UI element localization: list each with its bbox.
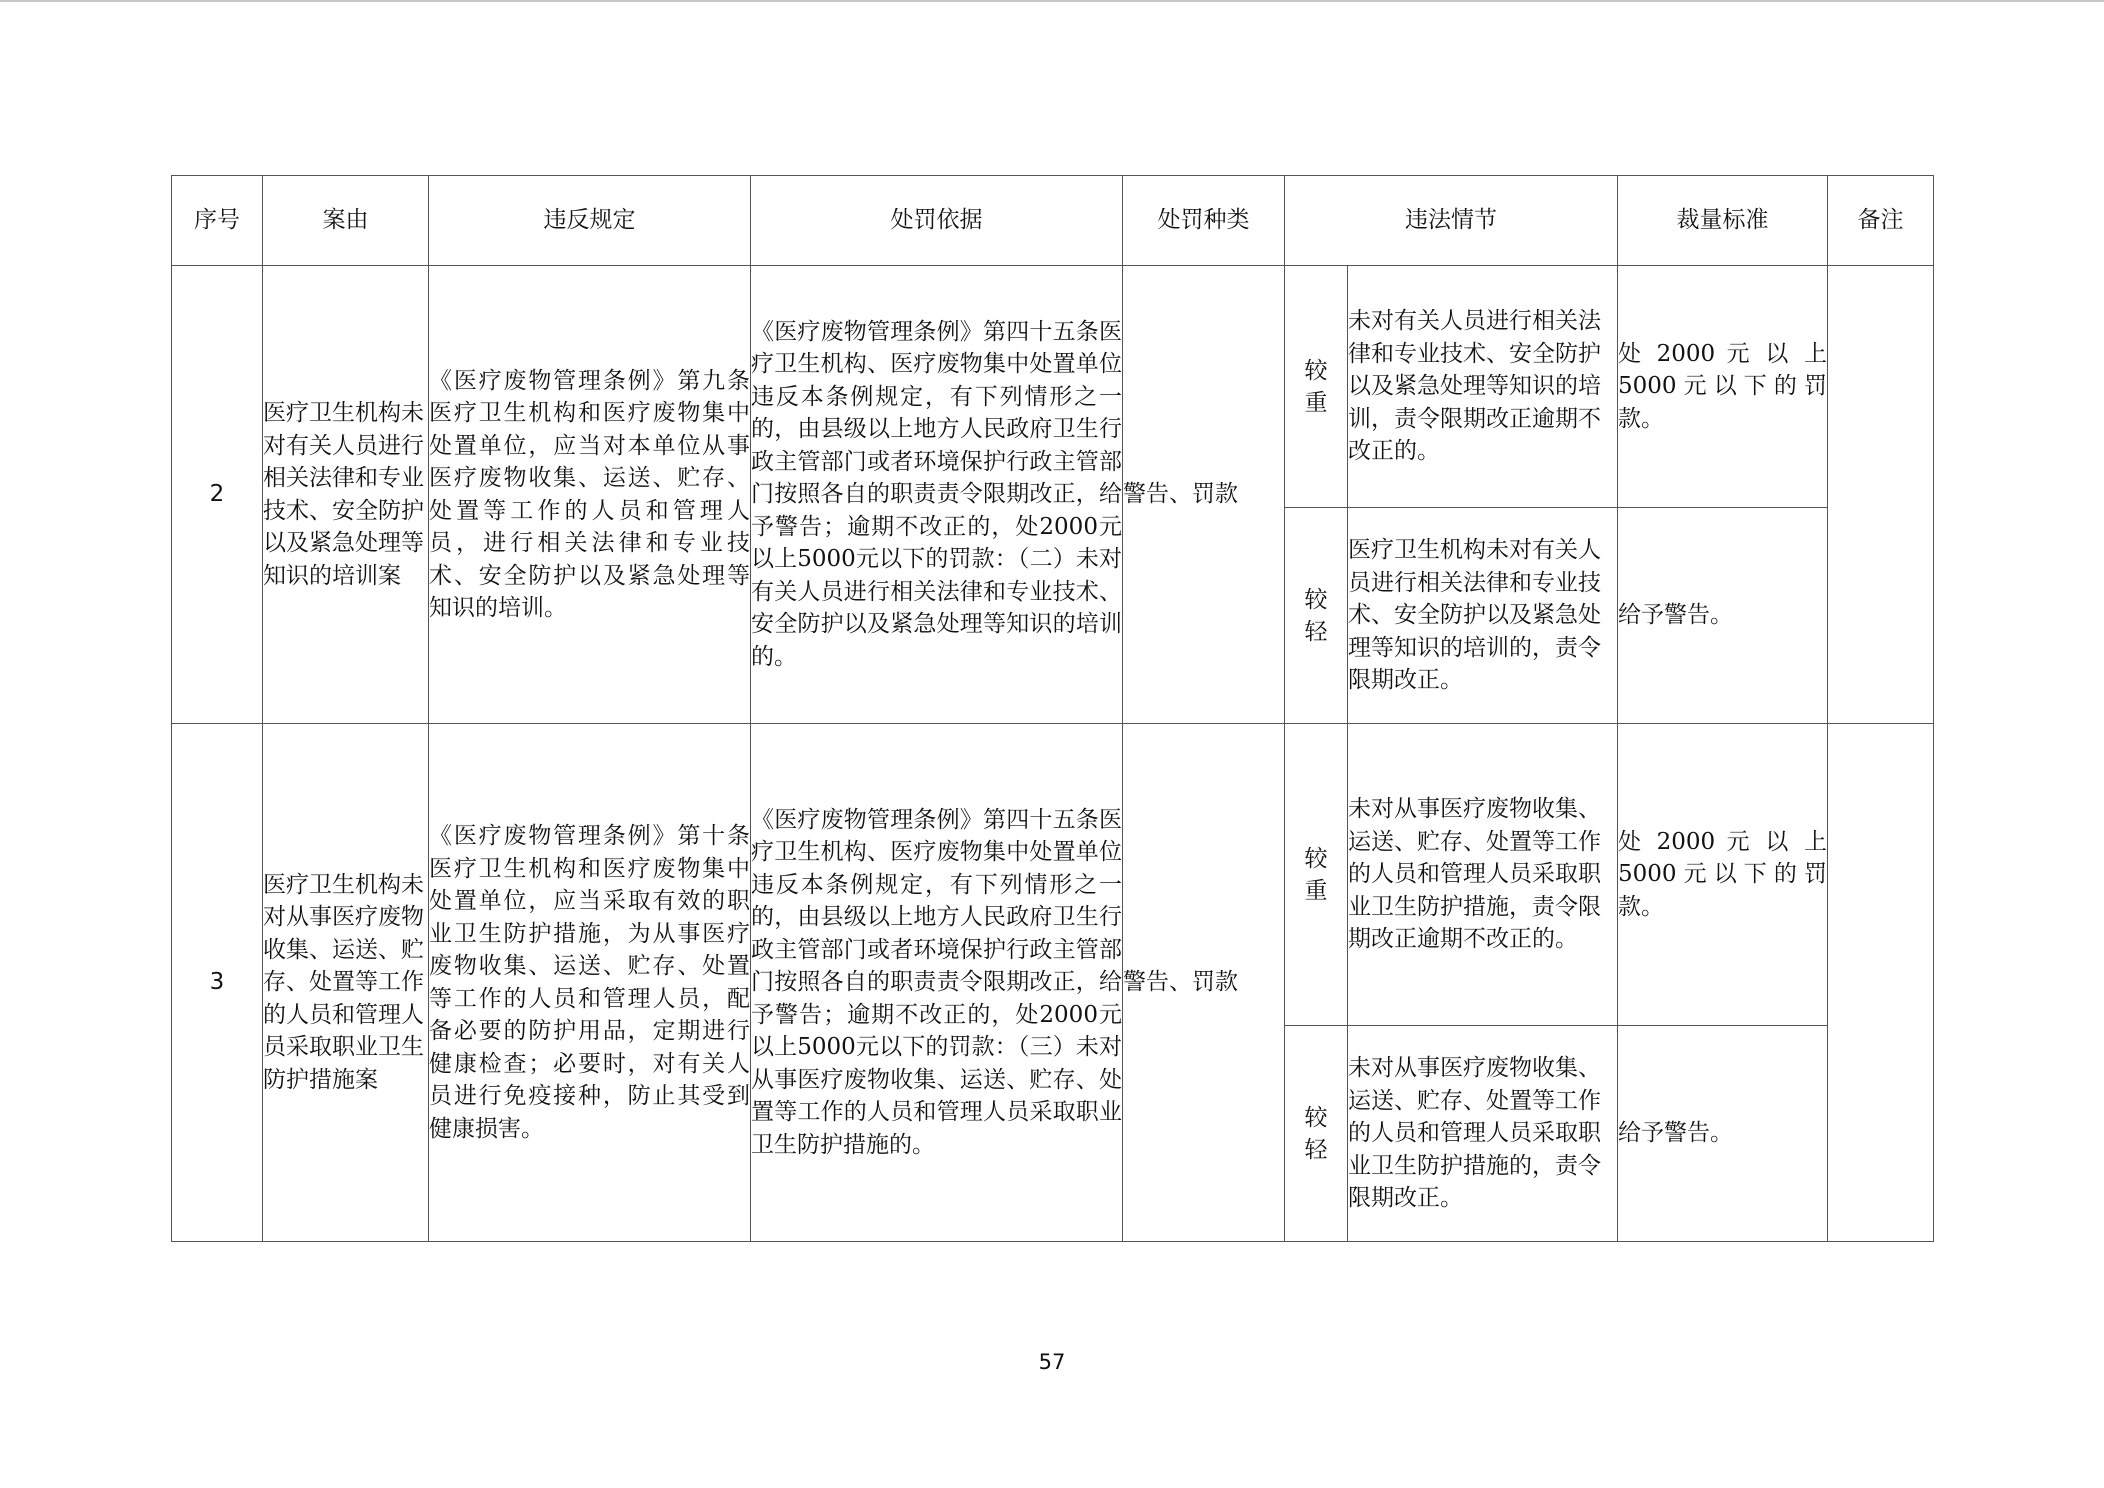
header-row <box>172 176 1934 266</box>
row-basis: 《医疗废物管理条例》第四十五条医疗卫生机构、医疗废物集中处置单位违反本条例规定，有下列情形之一的，由县级以上地方人民政府卫生行政主管部门或者环境保护行政主管部门按照各自的职责责令限期改正，给予警告；逾期不改正的，处2000元以上5000元以下的罚款：（二）未对有关人员进行相关法律和专业技术、安全防护以及紧急处理等知识的培训的。 <box>751 266 1123 724</box>
row-detail-light: 医疗卫生机构未对有关人员进行相关法律和专业技术、安全防护以及紧急处理等知识的培训的，责令限期改正。 <box>1348 508 1618 724</box>
header-standard: 裁量标准 <box>1618 176 1828 266</box>
row-standard-severe: 处 2000 元 以 上 5000元以下的罚款。 <box>1618 266 1828 508</box>
row-standard-light: 给予警告。 <box>1618 1026 1828 1242</box>
top-border-line <box>0 0 2104 2</box>
row-seq: 3 <box>172 724 263 1242</box>
row-rule: 《医疗废物管理条例》第九条医疗卫生机构和医疗废物集中处置单位，应当对本单位从事医疗废物收集、运送、贮存、处置等工作的人员和管理人员，进行相关法律和专业技术、安全防护以及紧急处理等知识的培训。 <box>429 266 751 724</box>
penalty-discretion-table <box>171 175 1934 1242</box>
header-case: 案由 <box>263 176 429 266</box>
row-note <box>1828 724 1934 1242</box>
header-basis: 处罚依据 <box>751 176 1123 266</box>
row-penalty-type: 警告、罚款 <box>1123 266 1285 724</box>
row-note <box>1828 266 1934 724</box>
row-case: 医疗卫生机构未对从事医疗废物收集、运送、贮存、处置等工作的人员和管理人员采取职业卫生防护措施案 <box>263 724 429 1242</box>
header-seq: 序号 <box>172 176 263 266</box>
page-number: 57 <box>1038 1350 1066 1374</box>
row-seq: 2 <box>172 266 263 724</box>
row-basis: 《医疗废物管理条例》第四十五条医疗卫生机构、医疗废物集中处置单位违反本条例规定，有下列情形之一的，由县级以上地方人民政府卫生行政主管部门或者环境保护行政主管部门按照各自的职责责令限期改正，给予警告；逾期不改正的，处2000元以上5000元以下的罚款：（三）未对从事医疗废物收集、运送、贮存、处置等工作的人员和管理人员采取职业卫生防护措施的。 <box>751 724 1123 1242</box>
header-penalty-type: 处罚种类 <box>1123 176 1285 266</box>
row-level-light: 较轻 <box>1285 1026 1348 1242</box>
row-detail-severe: 未对有关人员进行相关法律和专业技术、安全防护以及紧急处理等知识的培训，责令限期改正逾期不改正的。 <box>1348 266 1618 508</box>
table-row <box>172 266 1934 508</box>
row-rule: 《医疗废物管理条例》第十条医疗卫生机构和医疗废物集中处置单位，应当采取有效的职业卫生防护措施，为从事医疗废物收集、运送、贮存、处置等工作的人员和管理人员，配备必要的防护用品，定期进行健康检查；必要时，对有关人员进行免疫接种，防止其受到健康损害。 <box>429 724 751 1242</box>
row-standard-severe: 处 2000 元 以 上 5000元以下的罚款。 <box>1618 724 1828 1026</box>
row-detail-light: 未对从事医疗废物收集、运送、贮存、处置等工作的人员和管理人员采取职业卫生防护措施的，责令限期改正。 <box>1348 1026 1618 1242</box>
row-level-severe: 较重 <box>1285 266 1348 508</box>
header-note: 备注 <box>1828 176 1934 266</box>
row-case: 医疗卫生机构未对有关人员进行相关法律和专业技术、安全防护以及紧急处理等知识的培训案 <box>263 266 429 724</box>
row-penalty-type: 警告、罚款 <box>1123 724 1285 1242</box>
row-standard-light: 给予警告。 <box>1618 508 1828 724</box>
header-rule: 违反规定 <box>429 176 751 266</box>
header-circumstances: 违法情节 <box>1285 176 1618 266</box>
table-row <box>172 724 1934 1026</box>
row-level-light: 较轻 <box>1285 508 1348 724</box>
row-level-severe: 较重 <box>1285 724 1348 1026</box>
row-detail-severe: 未对从事医疗废物收集、运送、贮存、处置等工作的人员和管理人员采取职业卫生防护措施，责令限期改正逾期不改正的。 <box>1348 724 1618 1026</box>
